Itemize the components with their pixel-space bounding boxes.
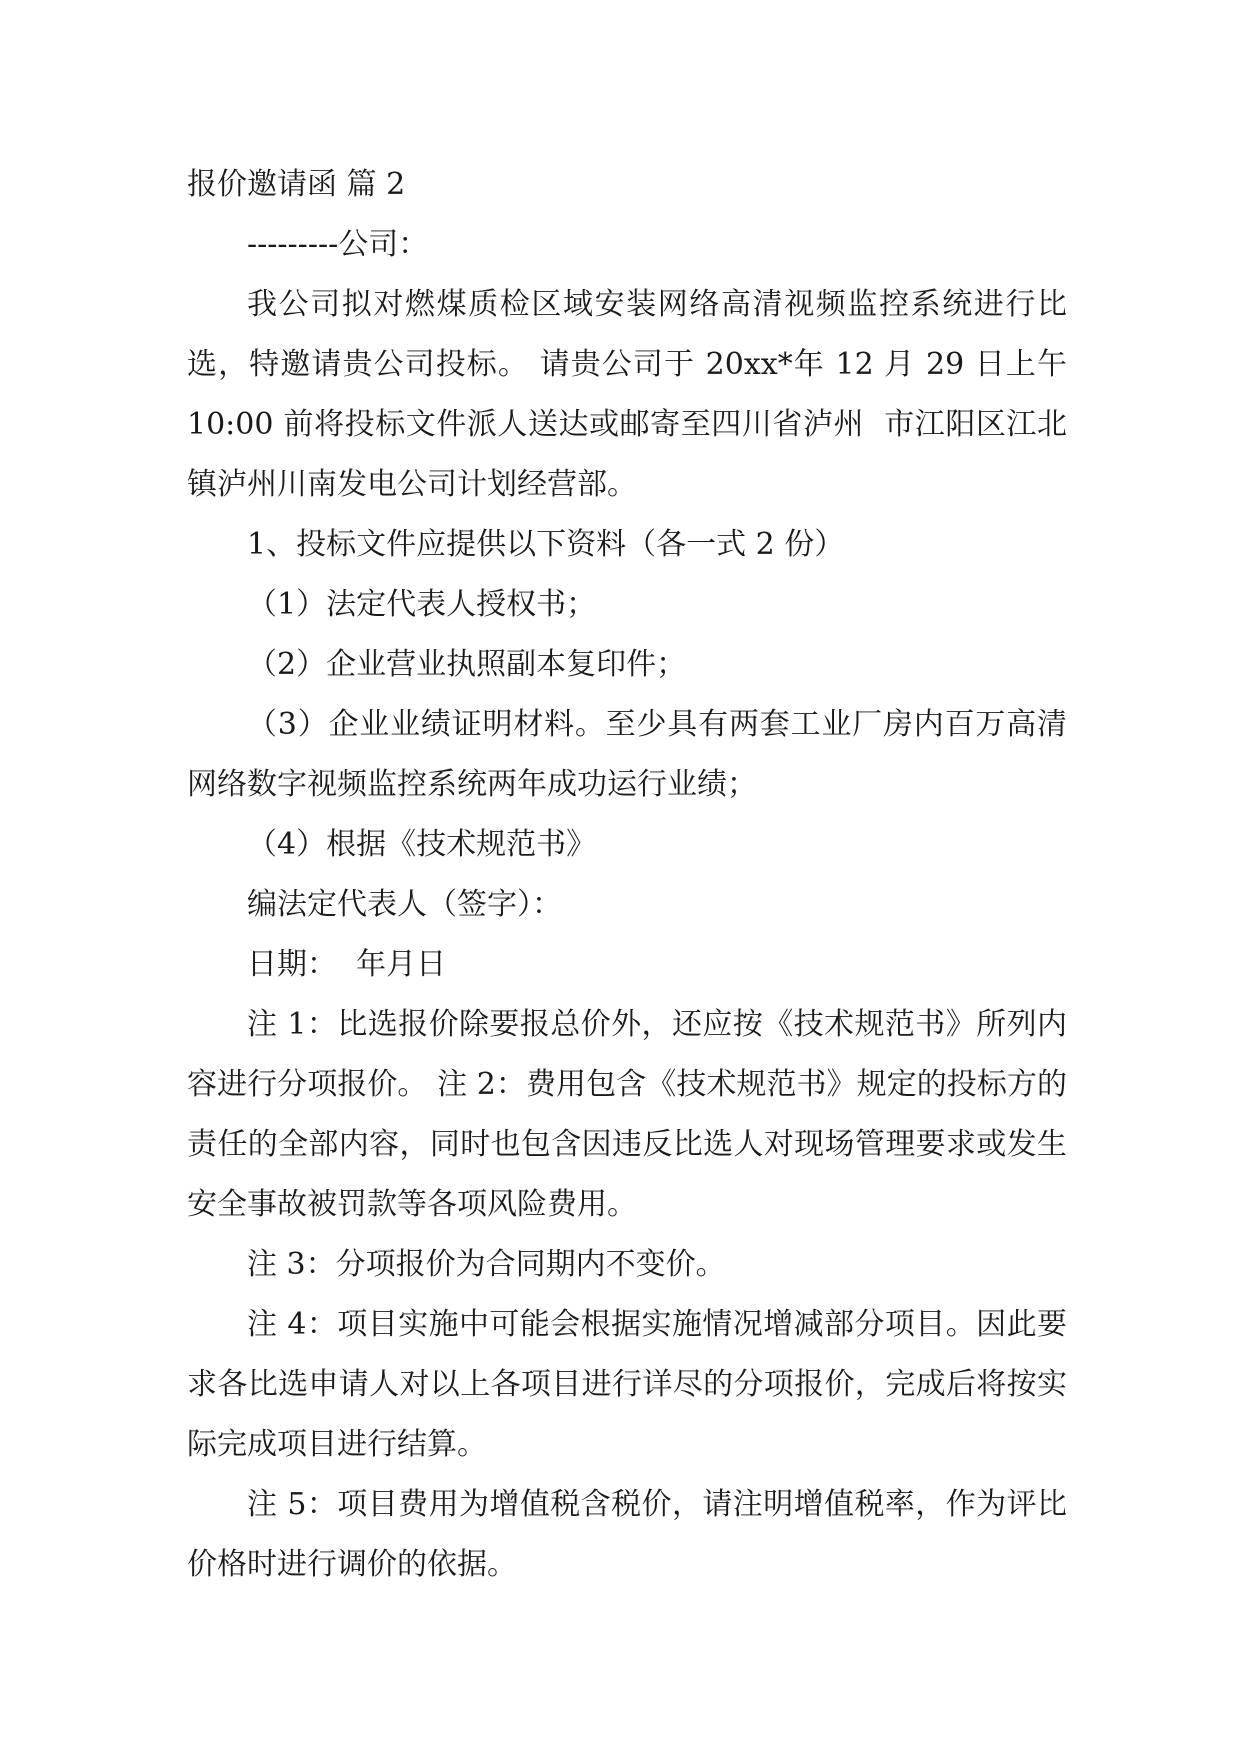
paragraph-item-2: （2）企业营业执照副本复印件； [247, 647, 687, 682]
paragraph-note-1-2: 注 1：比选报价除要报总价外，还应按《技术规范书》所列内容进行分项报价。 注 2：费用包含《技术规范书》规定的投标方的责任的全部内容，同时也包含因违反比选人对现场管理要求或发生安全事故被罚款等各项风险费用。 [187, 1007, 1067, 1222]
paragraph-note-3: 注 3：分项报价为合同期内不变价。 [247, 1247, 726, 1282]
document-title: 报价邀请函 篇 2 [187, 167, 406, 202]
paragraph-item-4: （4）根据《技术规范书》 [247, 827, 597, 862]
paragraph-materials-heading: 1、投标文件应提供以下资料（各一式 2 份） [247, 527, 845, 562]
paragraph-date: 日期： 年月日 [247, 947, 447, 982]
paragraph-item-3: （3）企业业绩证明材料。至少具有两套工业厂房内百万高清网络数字视频监控系统两年成功运行业绩； [187, 707, 1067, 802]
paragraph-note-4: 注 4：项目实施中可能会根据实施情况增减部分项目。因此要求各比选申请人对以上各项目进行详尽的分项报价，完成后将按实际完成项目进行结算。 [187, 1307, 1067, 1462]
paragraph-invitation: 我公司拟对燃煤质检区域安装网络高清视频监控系统进行比选，特邀请贵公司投标。 请贵公司于 20xx*年 12 月 29 日上午 10:00 前将投标文件派人送达或邮寄至四川省泸州 市江阳区江北镇泸州川南发电公司计划经营部。 [187, 287, 1077, 502]
paragraph-item-1: （1）法定代表人授权书； [247, 587, 597, 622]
addressee-line: ---------公司： [247, 227, 429, 262]
paragraph-note-5: 注 5：项目费用为增值税含税价，请注明增值税率，作为评比价格时进行调价的依据。 [187, 1487, 1067, 1582]
document-body [187, 215, 1077, 1595]
paragraph-signature: 编法定代表人（签字）： [247, 887, 562, 922]
